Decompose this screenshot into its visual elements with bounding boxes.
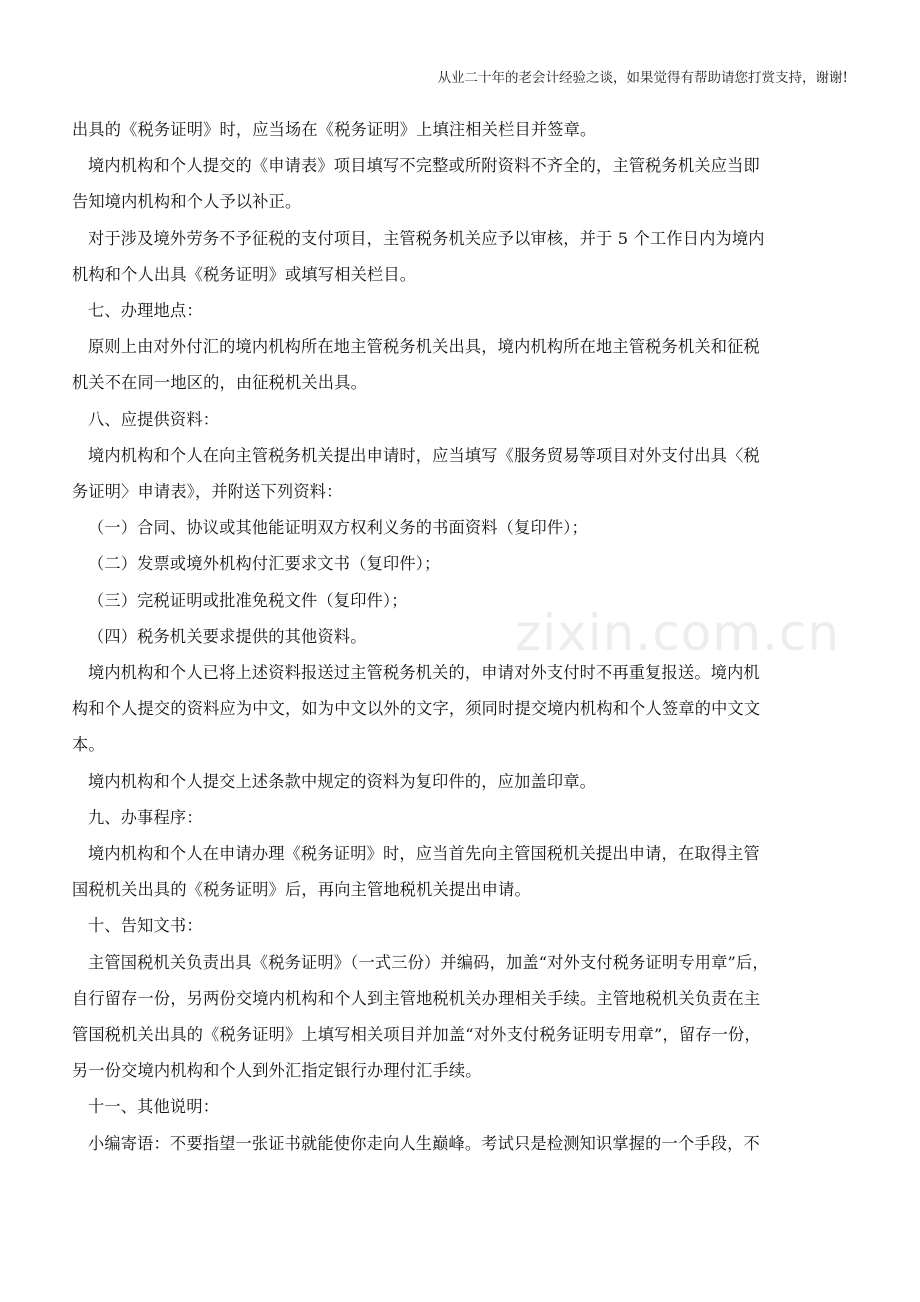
text-line: 七、办理地点：: [88, 301, 203, 321]
text-line: 十一、其他说明：: [88, 1097, 220, 1117]
text-line: （一）合同、协议或其他能证明双方权利义务的书面资料（复印件）；: [88, 518, 588, 538]
text-line: （二）发票或境外机构付汇要求文书（复印件）；: [88, 554, 441, 574]
text-line: 九、办事程序：: [88, 807, 203, 827]
text-line: 本。: [72, 735, 105, 755]
text-line: 机构和个人出具《税务证明》或填写相关栏目。: [72, 264, 417, 284]
text-line: 机关不在同一地区的，由征税机关出具。: [72, 373, 367, 393]
text-line: 务证明〉申请表》，并附送下列资料：: [72, 482, 343, 502]
text-line: 境内机构和个人在向主管税务机关提出申请时，应当填写《服务贸易等项目对外支付出具〈税: [88, 445, 760, 465]
text-line: （四）税务机关要求提供的其他资料。: [88, 626, 367, 646]
text-line: 境内机构和个人已将上述资料报送过主管税务机关的，申请对外支付时不再重复报送。境内机: [88, 663, 760, 683]
text-line: 境内机构和个人提交上述条款中规定的资料为复印件的，应加盖印章。: [88, 771, 597, 791]
text-line: 主管国税机关负责出具《税务证明》（一式三份）并编码，加盖“对外支付税务证明专用章”后，: [88, 952, 769, 972]
text-line: （三）完税证明或批准免税文件（复印件）；: [88, 590, 408, 610]
text-line: 另一份交境内机构和个人到外汇指定银行办理付汇手续。: [72, 1061, 482, 1081]
text-line: 对于涉及境外劳务不予征税的支付项目，主管税务机关应予以审核，并于 5 个工作日内为境内: [88, 228, 765, 248]
text-line: 管国税机关出具的《税务证明》上填写相关项目并加盖“对外支付税务证明专用章”，留存一份，: [72, 1025, 761, 1045]
text-line: 小编寄语：不要指望一张证书就能使你走向人生巅峰。考试只是检测知识掌握的一个手段，不: [88, 1133, 760, 1153]
text-line: 八、应提供资料：: [88, 409, 220, 429]
text-line: 境内机构和个人在申请办理《税务证明》时，应当首先向主管国税机关提出申请，在取得主管: [88, 844, 760, 864]
text-line: 十、告知文书：: [88, 916, 203, 936]
text-line: 出具的《税务证明》时，应当场在《税务证明》上填注相关栏目并签章。: [72, 120, 597, 139]
text-line: 原则上由对外付汇的境内机构所在地主管税务机关出具，境内机构所在地主管税务机关和征税: [88, 337, 760, 357]
text-line: 构和个人提交的资料应为中文，如为中文以外的文字，须同时提交境内机构和个人签章的中文文: [72, 699, 761, 719]
page-header: 从业二十年的老会计经验之谈，如果觉得有帮助请您打赏支持，谢谢!: [437, 70, 848, 86]
text-line: 国税机关出具的《税务证明》后，再向主管地税机关提出申请。: [72, 880, 531, 900]
text-line: 告知境内机构和个人予以补正。: [72, 192, 302, 212]
text-line: 境内机构和个人提交的《申请表》项目填写不完整或所附资料不齐全的，主管税务机关应当即: [88, 156, 760, 176]
text-line: 自行留存一份，另两份交境内机构和个人到主管地税机关办理相关手续。主管地税机关负责在主: [72, 988, 761, 1008]
watermark: zixin.com.cn: [515, 604, 841, 662]
